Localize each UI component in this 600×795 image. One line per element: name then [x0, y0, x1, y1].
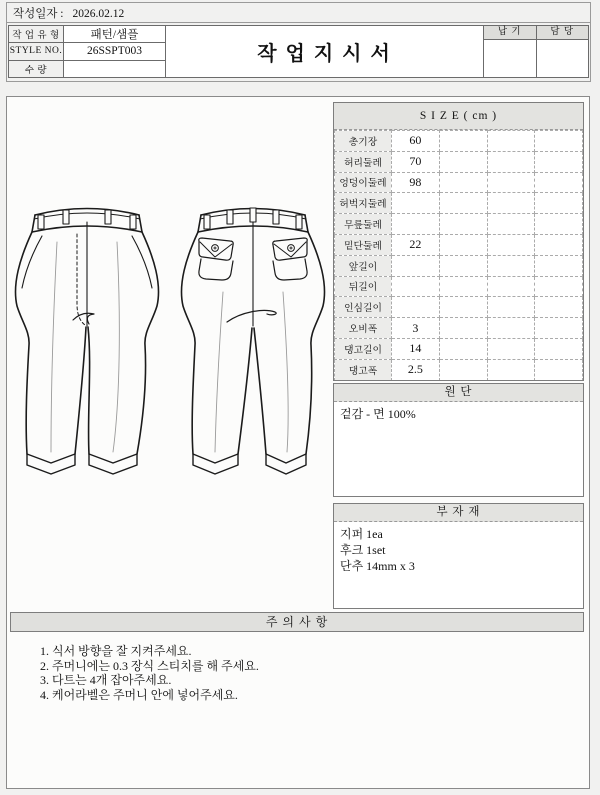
size-value-cell — [535, 172, 583, 193]
size-row — [335, 255, 583, 276]
size-row — [335, 359, 583, 380]
size-row — [335, 297, 583, 318]
note-item: 4. 케어라벨은 주머니 안에 넣어주세요. — [40, 687, 238, 702]
pants-back-view — [181, 208, 324, 474]
size-value-cell — [535, 193, 583, 214]
size-value-cell — [487, 338, 535, 359]
size-value-cell — [392, 297, 440, 318]
size-value-cell — [487, 151, 535, 172]
size-value-cell: 98 — [392, 172, 440, 193]
size-row-label: 뒤길이 — [335, 276, 392, 297]
back-cuff-left — [193, 454, 238, 474]
size-value-cell — [392, 255, 440, 276]
trims-section — [333, 503, 584, 609]
size-table — [333, 102, 584, 381]
size-value-cell: 2.5 — [392, 359, 440, 380]
size-value-cell — [439, 172, 487, 193]
note-item: 1. 식서 방향을 잘 지켜주세요. — [40, 644, 192, 658]
back-pocket-left — [199, 238, 233, 280]
size-value-cell — [487, 131, 535, 152]
size-row — [335, 234, 583, 255]
size-value-cell — [535, 234, 583, 255]
notes-list — [40, 644, 259, 702]
title-cell — [166, 26, 484, 77]
header-info-label: 수 량 — [9, 61, 64, 77]
page-title: 작 업 지 시 서 — [257, 43, 392, 65]
size-value-cell — [535, 131, 583, 152]
size-value-cell: 60 — [392, 131, 440, 152]
size-value-cell — [487, 255, 535, 276]
size-row-label: 허리둘레 — [335, 151, 392, 172]
note-item: 2. 주머니에는 0.3 장식 스티치를 해 주세요. — [40, 658, 259, 673]
header-info-label: STYLE NO. — [9, 43, 64, 59]
size-value-cell — [535, 297, 583, 318]
header-table — [8, 25, 589, 78]
front-cuff-right — [89, 454, 137, 474]
note-item: 3. 다트는 4개 잡아주세요. — [40, 673, 172, 687]
header-right-label: 담 당 — [537, 26, 589, 40]
back-pocket-right — [273, 238, 307, 280]
pants-technical-drawing — [11, 200, 341, 495]
size-value-cell — [535, 359, 583, 380]
size-row-label: 댕고폭 — [335, 359, 392, 380]
size-row — [335, 214, 583, 235]
trims-content — [334, 522, 583, 578]
size-row-label: 앞길이 — [335, 255, 392, 276]
main-content — [6, 96, 590, 789]
header-info-row — [9, 43, 165, 60]
size-value-cell — [487, 297, 535, 318]
trims-title: 부 자 재 — [334, 504, 583, 522]
front-pocket-right — [132, 236, 152, 288]
fabric-section — [333, 383, 584, 497]
size-value-cell: 3 — [392, 318, 440, 339]
size-row-label: 오비폭 — [335, 318, 392, 339]
size-value-cell — [487, 172, 535, 193]
fabric-title: 원 단 — [334, 384, 583, 402]
size-row-label: 밑단둘레 — [335, 234, 392, 255]
size-value-cell — [487, 234, 535, 255]
header-right-value — [537, 40, 589, 77]
header-right-table — [484, 26, 588, 77]
pants-front-view — [15, 209, 158, 475]
size-row-label: 인심길이 — [335, 297, 392, 318]
size-row-label: 허벅지둘레 — [335, 193, 392, 214]
size-value-cell — [439, 255, 487, 276]
size-row — [335, 276, 583, 297]
size-value-cell — [535, 318, 583, 339]
header-info-row — [9, 26, 165, 43]
size-value-cell — [439, 131, 487, 152]
size-table-title: S I Z E ( cm ) — [334, 103, 583, 130]
header-right-value — [484, 40, 536, 77]
size-value-cell — [392, 214, 440, 235]
front-cuff-left — [27, 454, 75, 474]
size-value-cell — [439, 318, 487, 339]
header-right-col — [484, 26, 537, 77]
fabric-content — [334, 402, 583, 426]
header-info-table — [9, 26, 166, 77]
header-right-label: 납 기 — [484, 26, 536, 40]
size-value-cell — [439, 151, 487, 172]
header-info-value: 26SSPT003 — [87, 45, 142, 58]
size-value-cell — [392, 276, 440, 297]
header-info-value — [64, 61, 165, 77]
date-value: 2026.02.12 — [72, 8, 125, 20]
size-row-label: 댕고길이 — [335, 338, 392, 359]
header-info-row — [9, 61, 165, 77]
back-crease-lines — [215, 292, 288, 452]
header-area — [6, 2, 591, 82]
header-info-value: 패턴/샘플 — [90, 29, 139, 42]
size-value-cell: 14 — [392, 338, 440, 359]
date-row — [7, 3, 590, 23]
size-value-cell: 22 — [392, 234, 440, 255]
size-value-cell — [535, 214, 583, 235]
header-info-label: 작 업 유 형 — [9, 26, 64, 42]
trim-line: 지퍼 1ea — [340, 527, 383, 541]
size-value-cell — [535, 338, 583, 359]
date-label: 작성일자 : — [13, 8, 64, 20]
size-value-cell — [439, 359, 487, 380]
front-pocket-left — [22, 236, 42, 288]
back-cuff-right — [266, 454, 306, 474]
trim-line: 단추 14mm x 3 — [340, 559, 415, 573]
size-row — [335, 338, 583, 359]
size-value-cell — [487, 276, 535, 297]
trim-line: 후크 1set — [340, 543, 386, 557]
size-value-cell — [487, 214, 535, 235]
size-row — [335, 318, 583, 339]
size-row — [335, 151, 583, 172]
size-row-label: 엉덩이둘레 — [335, 172, 392, 193]
fabric-line: 겉감 - 면 100% — [340, 407, 416, 421]
size-row — [335, 131, 583, 152]
size-value-cell — [392, 193, 440, 214]
notes-title-bar: 주 의 사 항 — [10, 612, 584, 632]
fly-stitch-dashed — [77, 234, 85, 325]
header-right-col — [537, 26, 589, 77]
size-row-label: 무릎둘레 — [335, 214, 392, 235]
size-value-cell — [439, 276, 487, 297]
size-value-cell — [487, 318, 535, 339]
size-value-cell — [439, 193, 487, 214]
size-value-cell — [487, 193, 535, 214]
size-value-cell: 70 — [392, 151, 440, 172]
size-value-cell — [535, 255, 583, 276]
size-value-cell — [535, 276, 583, 297]
size-value-cell — [439, 338, 487, 359]
size-table-grid — [334, 130, 583, 381]
size-value-cell — [439, 297, 487, 318]
size-row — [335, 172, 583, 193]
size-value-cell — [439, 214, 487, 235]
size-value-cell — [535, 151, 583, 172]
size-row-label: 총기장 — [335, 131, 392, 152]
size-value-cell — [439, 234, 487, 255]
size-row — [335, 193, 583, 214]
size-value-cell — [487, 359, 535, 380]
